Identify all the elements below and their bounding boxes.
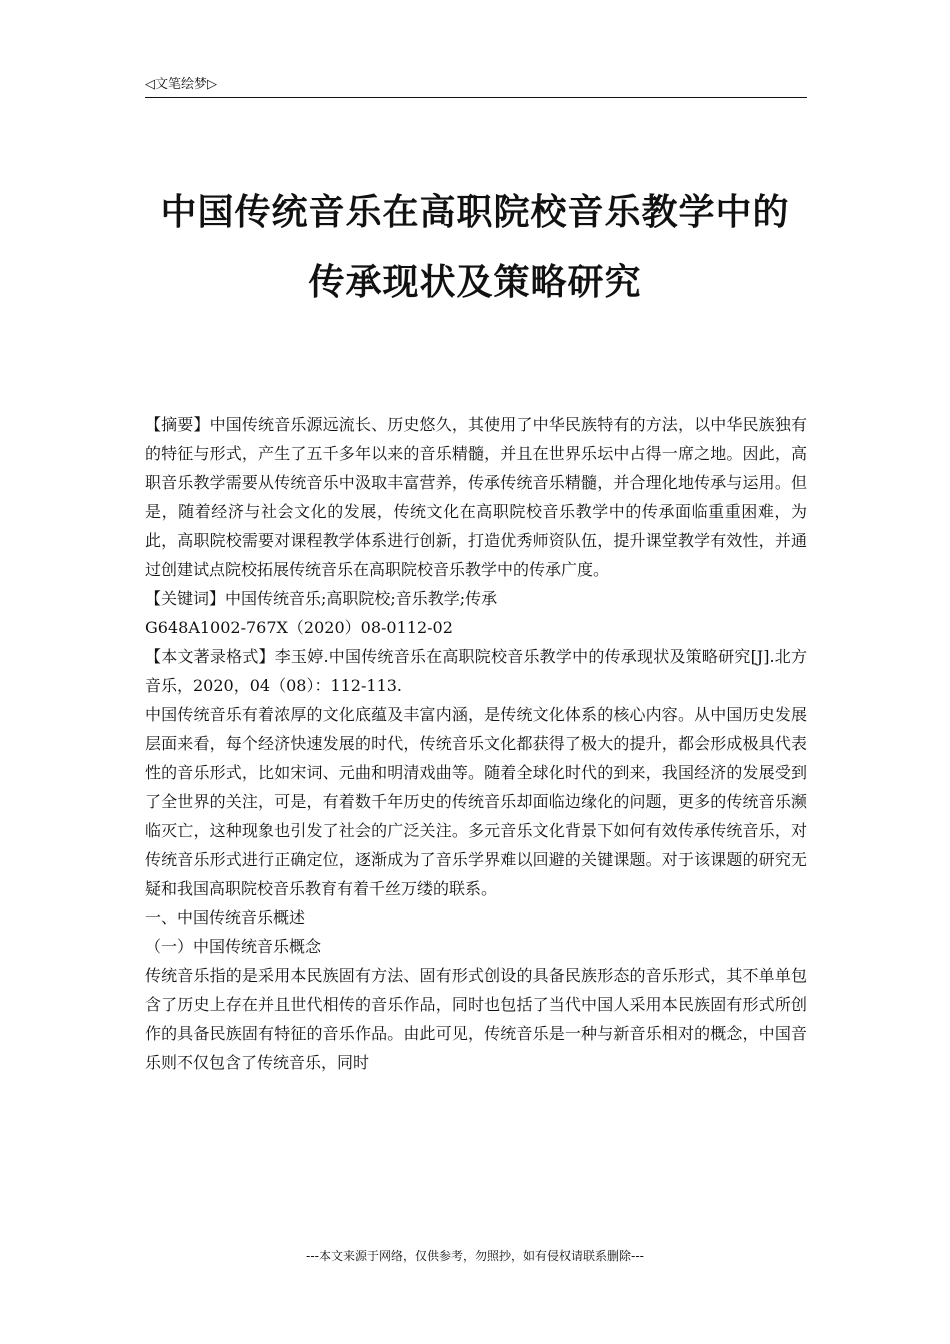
subsection-heading: （一）中国传统音乐概念 [145,937,322,956]
keywords-line: 【关键词】中国传统音乐;高职院校;音乐教学;传承 [145,589,498,608]
abstract-paragraph: 【摘要】中国传统音乐源远流长、历史悠久，其使用了中华民族特有的方法，以中华民族独有的特征与形式，产生了五千多年以来的音乐精髓，并且在世界乐坛中占得一席之地。因此，高职音乐教学需要从传统音乐中汲取丰富营养，传承传统音乐精髓，并合理化地传承与运用。但是，随着经济与社会文化的发展，传统文化在高职院校音乐教学中的传承面临重重困难，为此，高职院校需要对课程教学体系进行创新，打造优秀师资队伍，提升课堂教学有效性，并通过创建试点院校拓展传统音乐在高职院校音乐教学中的传承广度。 [145,415,807,579]
running-header: ◁文笔绘梦▷ [145,77,217,92]
article-body [145,410,807,1077]
header-divider [145,97,807,98]
section-paragraph: 传统音乐指的是采用本民族固有方法、固有形式创设的具备民族形态的音乐形式，其不单单包含了历史上存在并且世代相传的音乐作品，同时也包括了当代中国人采用本民族固有形式所创作的具备民族固有特征的音乐作品。由此可见，传统音乐是一种与新音乐相对的概念，中国音乐则不仅包含了传统音乐，同时 [145,966,807,1072]
article-title [100,178,850,318]
citation-paragraph: 【本文著录格式】李玉婷.中国传统音乐在高职院校音乐教学中的传承现状及策略研究[J].北方音乐，2020，04（08）：112-113. [145,647,807,695]
classification-line: G648A1002-767X（2020）08-0112-02 [145,618,453,637]
section-heading: 一、中国传统音乐概述 [145,908,306,927]
intro-paragraph: 中国传统音乐有着浓厚的文化底蕴及丰富内涵，是传统文化体系的核心内容。从中国历史发展层面来看，每个经济快速发展的时代，传统音乐文化都获得了极大的提升，都会形成极具代表性的音乐形式，比如宋词、元曲和明清戏曲等。随着全球化时代的到来，我国经济的发展受到了全世界的关注，可是，有着数千年历史的传统音乐却面临边缘化的问题，更多的传统音乐濒临灭亡，这种现象也引发了社会的广泛关注。多元音乐文化背景下如何有效传承传统音乐，对传统音乐形式进行正确定位，逐渐成为了音乐学界难以回避的关键课题。对于该课题的研究无疑和我国高职院校音乐教育有着千丝万缕的联系。 [145,705,807,898]
footer-disclaimer: ---本文来源于网络，仅供参考，勿照抄，如有侵权请联系删除--- [306,1249,644,1263]
title-line-1: 中国传统音乐在高职院校音乐教学中的 [160,192,790,233]
title-line-2: 传承现状及策略研究 [308,262,642,303]
